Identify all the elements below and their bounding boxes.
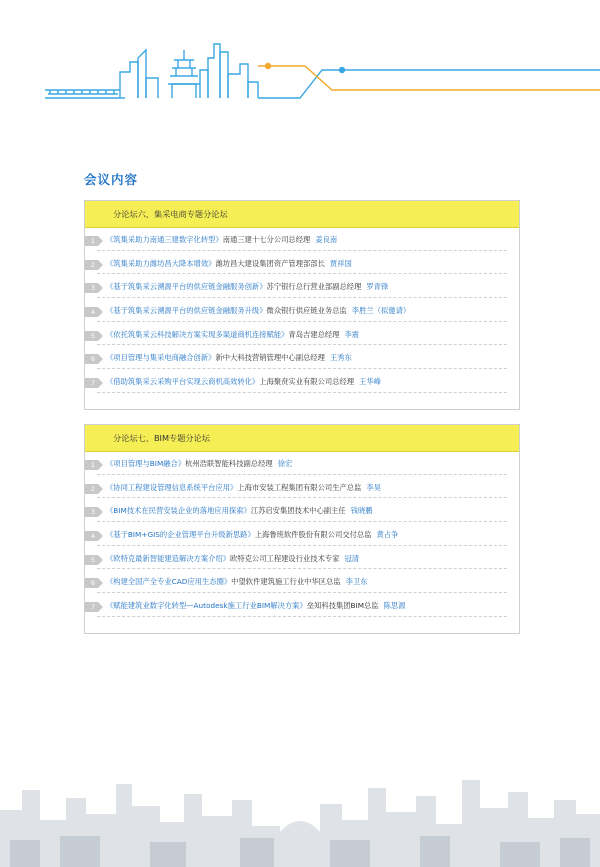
item-number-badge: 1 xyxy=(85,460,98,470)
item-number-badge: 2 xyxy=(85,260,98,270)
item-number-badge: 6 xyxy=(85,354,98,364)
item-text xyxy=(106,529,398,541)
agenda-item xyxy=(85,526,519,550)
talk-title: 《基于筑集采云溯源平台的供应链金融服务升级》 xyxy=(106,306,267,316)
speaker-name: 黄占争 xyxy=(376,530,399,540)
agenda-item xyxy=(85,373,519,397)
row-divider xyxy=(97,273,507,274)
row-divider xyxy=(97,392,507,393)
speaker-name: 王秀东 xyxy=(329,353,352,363)
item-number-badge: 2 xyxy=(85,484,98,494)
talk-title: 《赋能建筑业数字化转型—Autodesk施工行业BIM解决方案》 xyxy=(106,601,307,611)
speaker-affiliation: 微众银行供应链业务总监 xyxy=(266,306,347,316)
agenda-item xyxy=(85,349,519,373)
talk-title: 《筑集采助力潍坊昌大降本增效》 xyxy=(106,258,216,268)
speaker-name: 罗青锋 xyxy=(366,282,389,292)
row-divider xyxy=(97,368,507,369)
speaker-affiliation: 中望软件建筑施工行业中华区总监 xyxy=(231,577,341,587)
item-number-badge: 5 xyxy=(85,555,98,565)
item-text xyxy=(106,329,359,341)
talk-title: 《构建全国产全专业CAD应用生态圈》 xyxy=(106,577,232,587)
talk-title: 《欧特克最新智能建造解决方案介绍》 xyxy=(106,553,231,563)
forum-item-list xyxy=(85,228,519,397)
row-divider xyxy=(97,321,507,322)
forum-item-list xyxy=(85,452,519,621)
talk-title: 《依托筑集采云科技解决方案实现多渠道商机连接赋能》 xyxy=(106,329,289,339)
forum-heading: 分论坛七、BIM专题分论坛 xyxy=(85,425,519,452)
talk-title: 《协同工程建设管理信息系统平台应用》 xyxy=(106,482,238,492)
row-divider xyxy=(97,297,507,298)
item-number-badge: 5 xyxy=(85,331,98,341)
item-text xyxy=(106,505,373,517)
speaker-affiliation: 江苏启安集团技术中心副主任 xyxy=(250,506,346,516)
agenda-item xyxy=(85,550,519,574)
speaker-name: 冠清 xyxy=(344,553,360,563)
item-number-badge: 3 xyxy=(85,507,98,517)
speaker-affiliation: 上海聚贲实业有限公司总经理 xyxy=(259,377,355,387)
agenda-item xyxy=(85,502,519,526)
item-number-badge: 4 xyxy=(85,531,98,541)
row-divider xyxy=(97,568,507,569)
speaker-affiliation: 垒知科技集团BIM总监 xyxy=(306,601,379,611)
item-text xyxy=(106,305,410,317)
speaker-affiliation: 杭州浩联智能科技副总经理 xyxy=(185,459,273,468)
forum-panel-7 xyxy=(84,424,520,634)
item-text xyxy=(106,234,337,246)
row-divider xyxy=(97,616,507,617)
talk-title: 《基于筑集采云溯源平台的供应链金融服务创新》 xyxy=(106,282,267,292)
header-skyline-art xyxy=(0,0,600,120)
speaker-name: 李震 xyxy=(344,329,360,339)
agenda-item xyxy=(85,326,519,350)
talk-title: 《项目管理与BIM融合》 xyxy=(106,459,186,468)
agenda-item xyxy=(85,573,519,597)
row-divider xyxy=(97,592,507,593)
row-divider xyxy=(97,344,507,345)
talk-title: 《筑集采助力南通三建数字化转型》 xyxy=(106,235,223,244)
speaker-affiliation: 青岛吉建总经理 xyxy=(288,329,340,339)
footer-skyline-art xyxy=(0,770,600,867)
item-number-badge: 4 xyxy=(85,307,98,317)
item-text xyxy=(106,258,352,270)
agenda-item xyxy=(85,302,519,326)
item-text xyxy=(106,482,381,494)
speaker-affiliation: 潍坊昌大建设集团资产管理部部长 xyxy=(215,258,325,268)
speaker-affiliation: 欧特克公司工程建设行业技术专家 xyxy=(230,553,340,563)
item-text xyxy=(106,553,359,565)
agenda-item xyxy=(85,479,519,503)
row-divider xyxy=(97,521,507,522)
speaker-name: 钱晓鹏 xyxy=(350,506,373,516)
agenda-item xyxy=(85,278,519,302)
forum-panel-6 xyxy=(84,200,520,410)
item-text xyxy=(106,600,406,612)
talk-title: 《借助筑集采云采购平台实现云商机高效转化》 xyxy=(106,377,260,387)
speaker-name: 李卫东 xyxy=(345,577,368,587)
speaker-name: 李昊 xyxy=(366,482,381,492)
item-number-badge: 7 xyxy=(85,602,98,612)
speaker-name: 姜良南 xyxy=(315,235,338,244)
speaker-affiliation: 上海鲁班软件股份有限公司交付总监 xyxy=(254,530,372,540)
speaker-affiliation: 上海市安装工程集团有限公司生产总监 xyxy=(237,482,362,492)
talk-title: 《BIM技术在民营安装企业的落地应用探索》 xyxy=(106,506,251,516)
item-text xyxy=(106,576,368,588)
item-number-badge: 3 xyxy=(85,283,98,293)
item-text xyxy=(106,458,292,470)
row-divider xyxy=(97,474,507,475)
item-number-badge: 7 xyxy=(85,378,98,388)
speaker-affiliation: 苏宁银行总行营业部副总经理 xyxy=(266,282,362,292)
item-text xyxy=(106,281,388,293)
item-number-badge: 1 xyxy=(85,236,98,246)
row-divider xyxy=(97,497,507,498)
talk-title: 《基于BIM+GIS的企业管理平台升级新思路》 xyxy=(106,530,255,540)
speaker-name: 王华峰 xyxy=(359,377,381,387)
agenda-item xyxy=(85,455,519,479)
speaker-name: 李胜兰（拟邀请） xyxy=(351,306,411,316)
speaker-affiliation: 南通三建十七分公司总经理 xyxy=(222,235,311,244)
row-divider xyxy=(97,545,507,546)
section-title: 会议内容 xyxy=(84,172,139,187)
item-number-badge: 6 xyxy=(85,578,98,588)
item-text xyxy=(106,352,352,364)
speaker-name: 陈思源 xyxy=(383,601,406,611)
talk-title: 《项目管理与集采电商融合创新》 xyxy=(106,353,216,363)
speaker-affiliation: 新中大科技营销管理中心副总经理 xyxy=(215,353,325,363)
forum-heading: 分论坛六、集采电商专题分论坛 xyxy=(85,201,519,228)
speaker-name: 徐宏 xyxy=(277,459,293,468)
speaker-name: 贾祥国 xyxy=(329,258,352,268)
agenda-item xyxy=(85,255,519,279)
row-divider xyxy=(97,250,507,251)
agenda-item xyxy=(85,597,519,621)
agenda-item xyxy=(85,231,519,255)
item-text xyxy=(106,376,381,388)
